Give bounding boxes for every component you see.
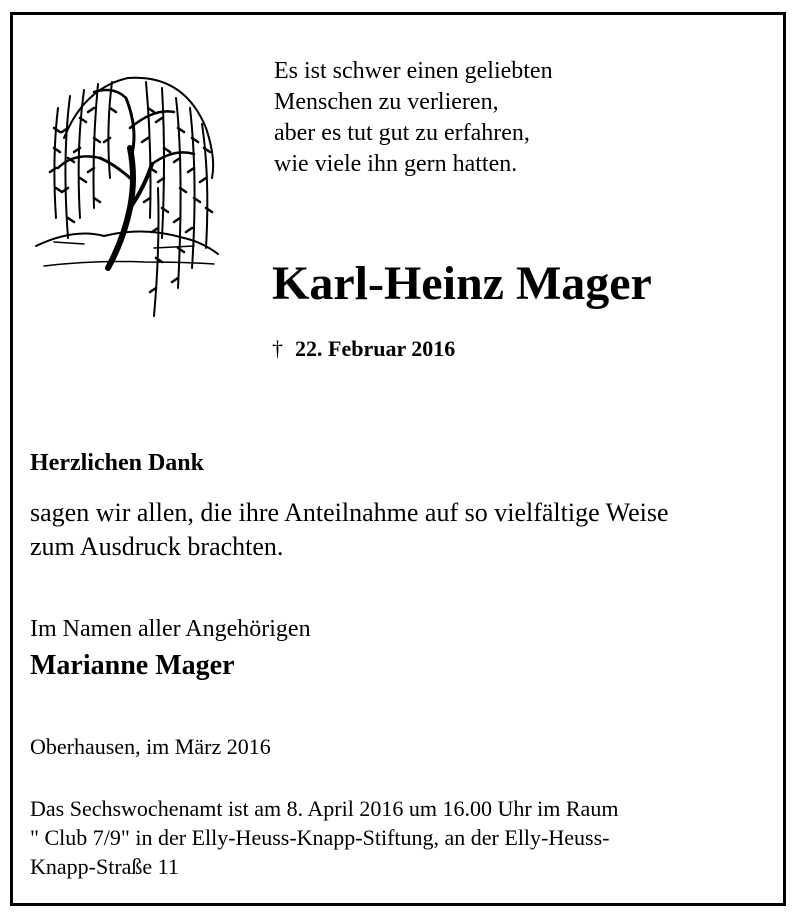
willow-tree-icon [34,68,220,320]
memorial-quote [274,56,553,180]
service-line: Knapp-Straße 11 [30,854,179,879]
memorial-service-notice [30,794,750,881]
quote-line: Es ist schwer einen geliebten [274,58,553,84]
quote-line: aber es tut gut zu erfahren, [274,120,530,146]
thanks-text-line: sagen wir allen, die ihre Anteilnahme auf so vielfältige Weise [30,498,669,527]
cross-icon: † [272,336,283,361]
quote-line: Menschen zu verlieren, [274,89,499,115]
service-line: " Club 7/9" in der Elly-Heuss-Knapp-Stiftung, an der Elly-Heuss- [30,825,610,850]
thanks-text [30,496,790,564]
death-date: 22. Februar 2016 [295,336,456,361]
family-intro: Im Namen aller Angehörigen [30,616,311,642]
deceased-name: Karl-Heinz Mager [272,257,652,310]
thanks-text-line: zum Ausdruck brachten. [30,532,284,561]
death-date-line [272,335,455,363]
thanks-heading: Herzlichen Dank [30,450,204,476]
family-signatory-name: Marianne Mager [30,650,235,681]
service-line: Das Sechswochenamt ist am 8. April 2016 um 16.00 Uhr im Raum [30,796,619,821]
place-and-date: Oberhausen, im März 2016 [30,734,271,759]
quote-line: wie viele ihn gern hatten. [274,151,518,177]
